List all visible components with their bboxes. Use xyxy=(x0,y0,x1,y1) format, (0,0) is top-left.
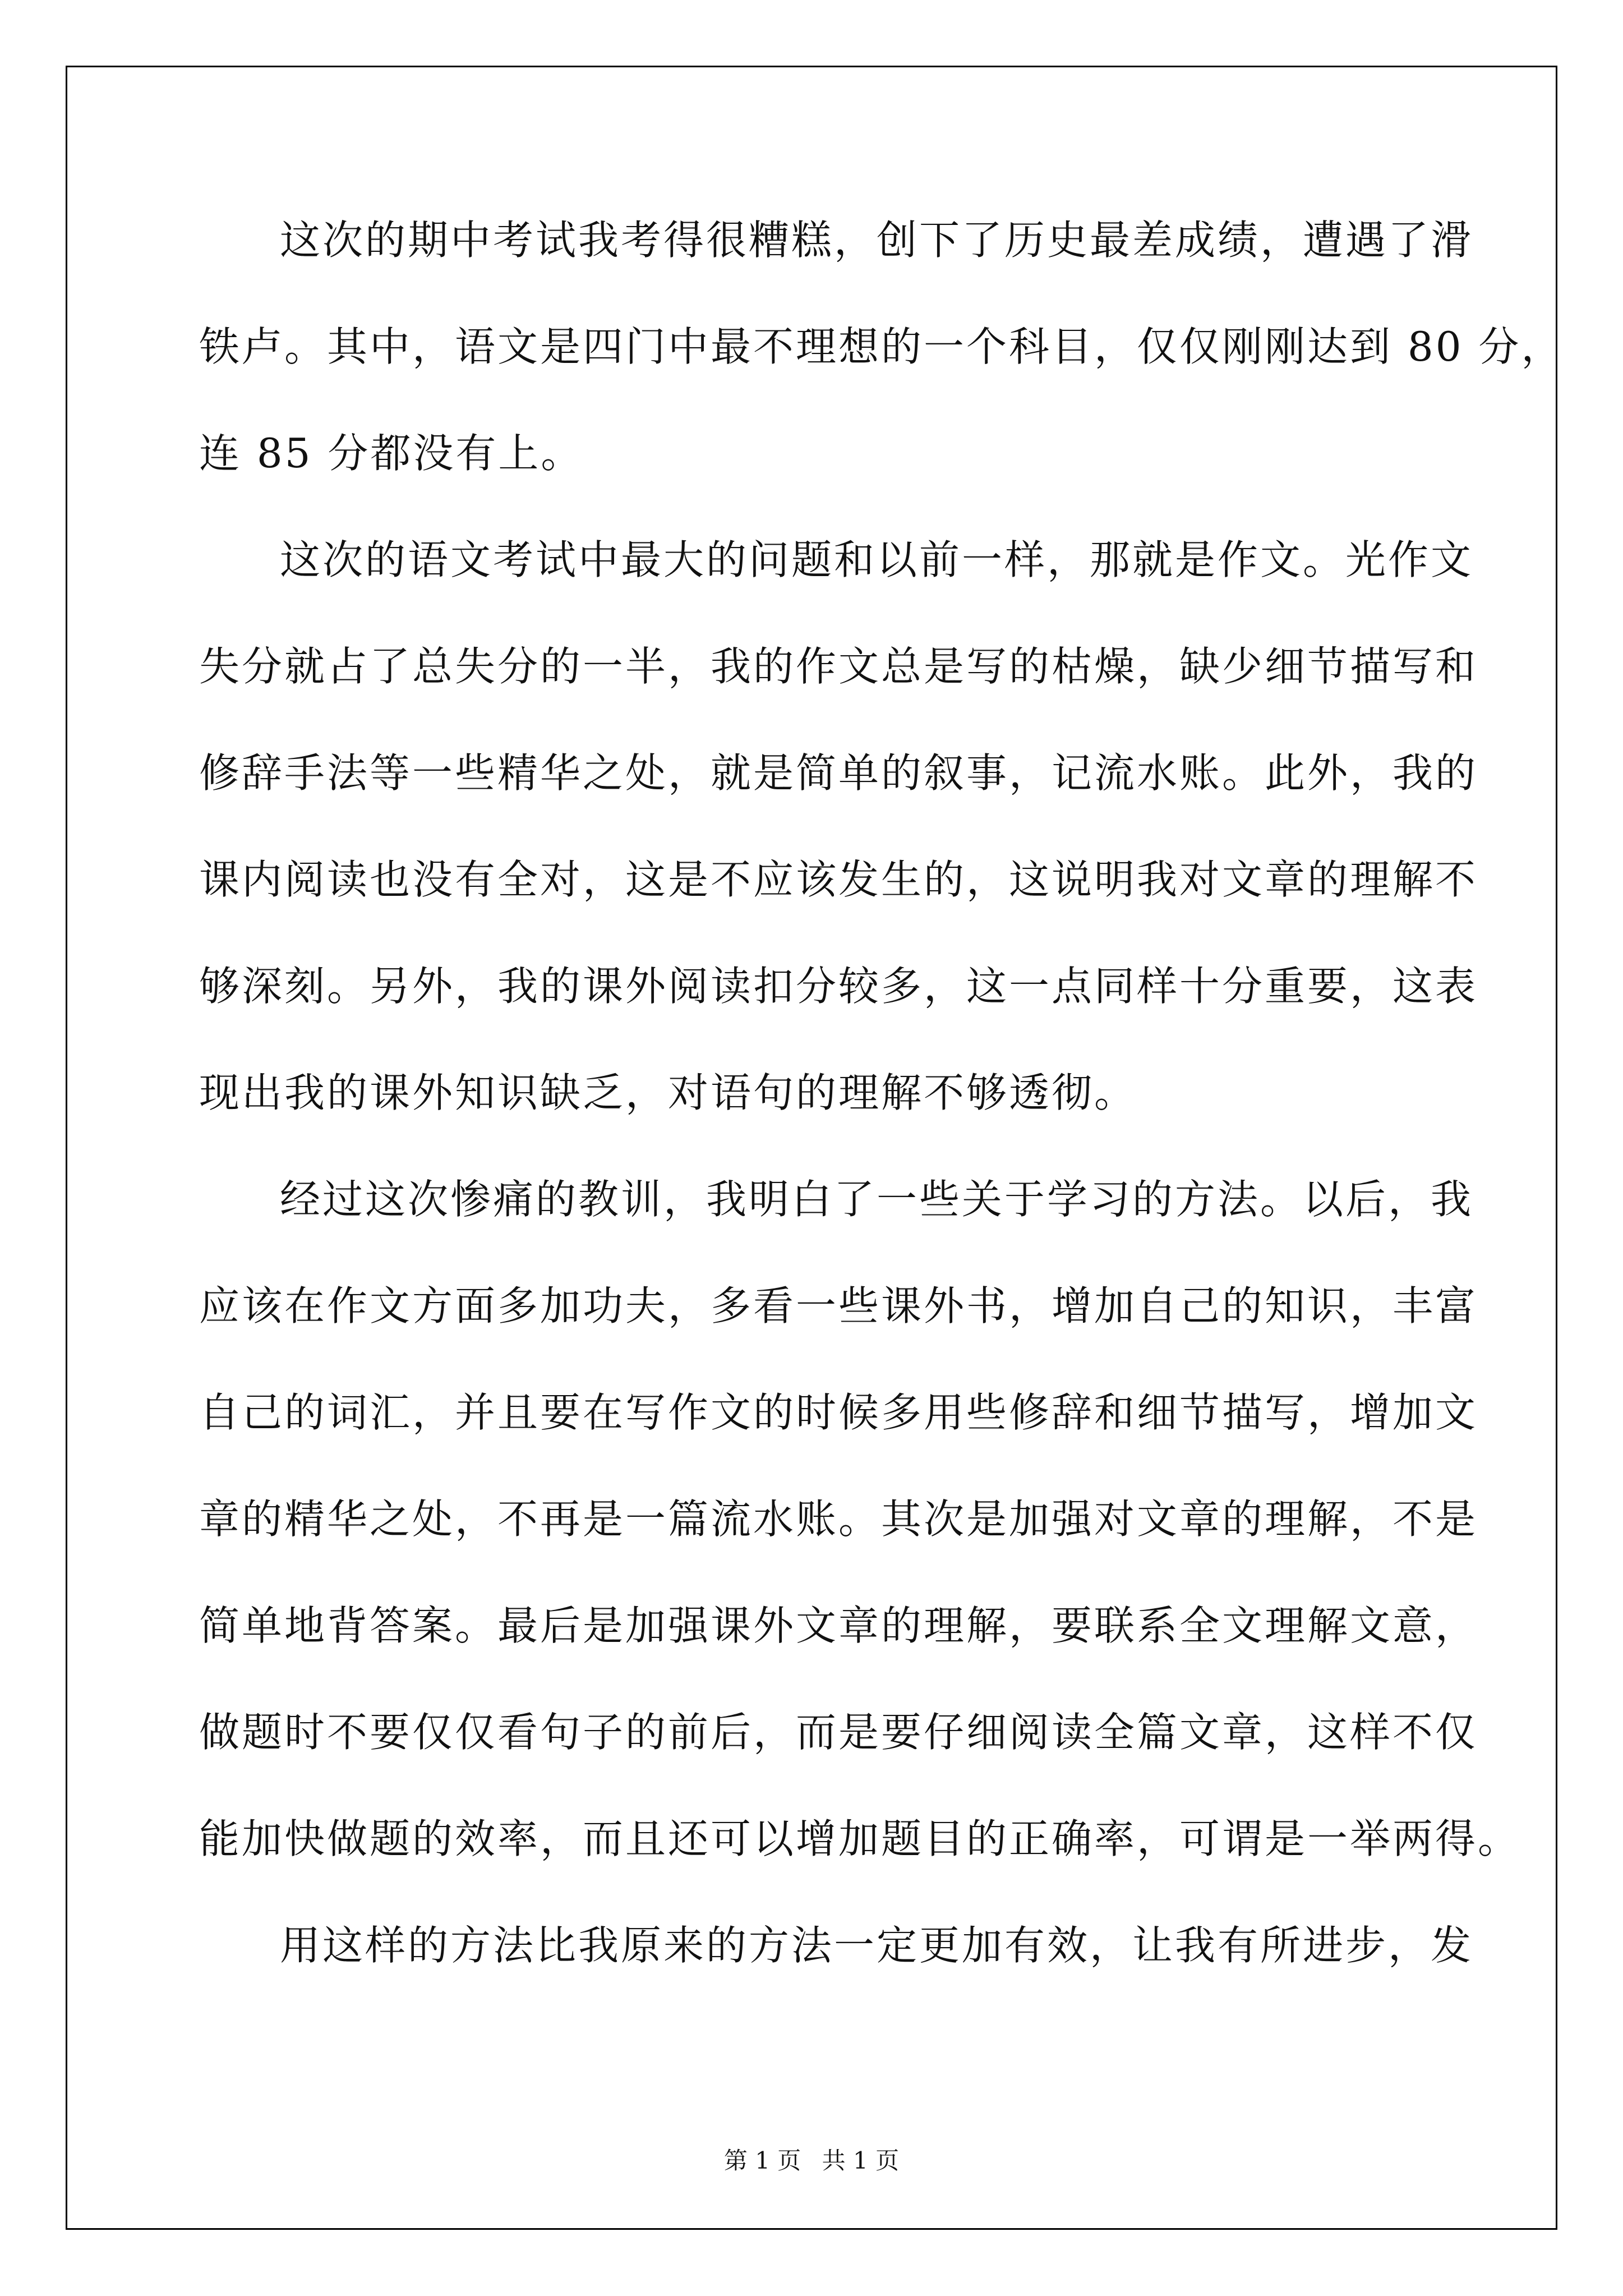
page-footer xyxy=(0,2144,1623,2178)
paragraph-3-line-7: 能加快做题的效率，而且还可以增加题目的正确率，可谓是一举两得。 xyxy=(199,1815,1521,1862)
paragraph-2-line-3: 修辞手法等一些精华之处，就是简单的叙事，记流水账。此外，我的 xyxy=(199,749,1478,797)
paragraph-3-line-3: 自己的词汇，并且要在写作文的时候多用些修辞和细节描写，增加文 xyxy=(199,1389,1478,1436)
paragraph-4-line-1: 用这样的方法比我原来的方法一定更加有效，让我有所进步，发 xyxy=(280,1922,1474,1969)
paragraph-1-line-3: 连 85 分都没有上。 xyxy=(199,430,584,477)
paragraph-1-line-1: 这次的期中考试我考得很糟糕，创下了历史最差成绩，遭遇了滑 xyxy=(280,217,1474,264)
paragraph-3-line-2: 应该在作文方面多加功夫，多看一些课外书，增加自己的知识，丰富 xyxy=(199,1282,1478,1329)
paragraph-3-line-6: 做题时不要仅仅看句子的前后，而是要仔细阅读全篇文章，这样不仅 xyxy=(199,1709,1478,1756)
paragraph-2-line-1: 这次的语文考试中最大的问题和以前一样，那就是作文。光作文 xyxy=(280,536,1474,583)
page-total: 共 1 页 xyxy=(822,2147,900,2174)
paragraph-2-line-6: 现出我的课外知识缺乏，对语句的理解不够透彻。 xyxy=(199,1069,1137,1116)
paragraph-2-line-2: 失分就占了总失分的一半，我的作文总是写的枯燥，缺少细节描写和 xyxy=(199,643,1478,690)
page-number: 第 1 页 xyxy=(723,2147,801,2174)
paragraph-2-line-5: 够深刻。另外，我的课外阅读扣分较多，这一点同样十分重要，这表 xyxy=(199,963,1478,1010)
page-border xyxy=(66,66,1557,2230)
paragraph-2-line-4: 课内阅读也没有全对，这是不应该发生的，这说明我对文章的理解不 xyxy=(199,856,1478,903)
paragraph-3-line-1: 经过这次惨痛的教训，我明白了一些关于学习的方法。以后，我 xyxy=(280,1176,1474,1223)
paragraph-1-line-2: 铁卢。其中，语文是四门中最不理想的一个科目，仅仅刚刚达到 80 分， xyxy=(199,323,1564,370)
paragraph-3-line-5: 简单地背答案。最后是加强课外文章的理解，要联系全文理解文意， xyxy=(199,1602,1478,1649)
paragraph-3-line-4: 章的精华之处，不再是一篇流水账。其次是加强对文章的理解，不是 xyxy=(199,1496,1478,1543)
